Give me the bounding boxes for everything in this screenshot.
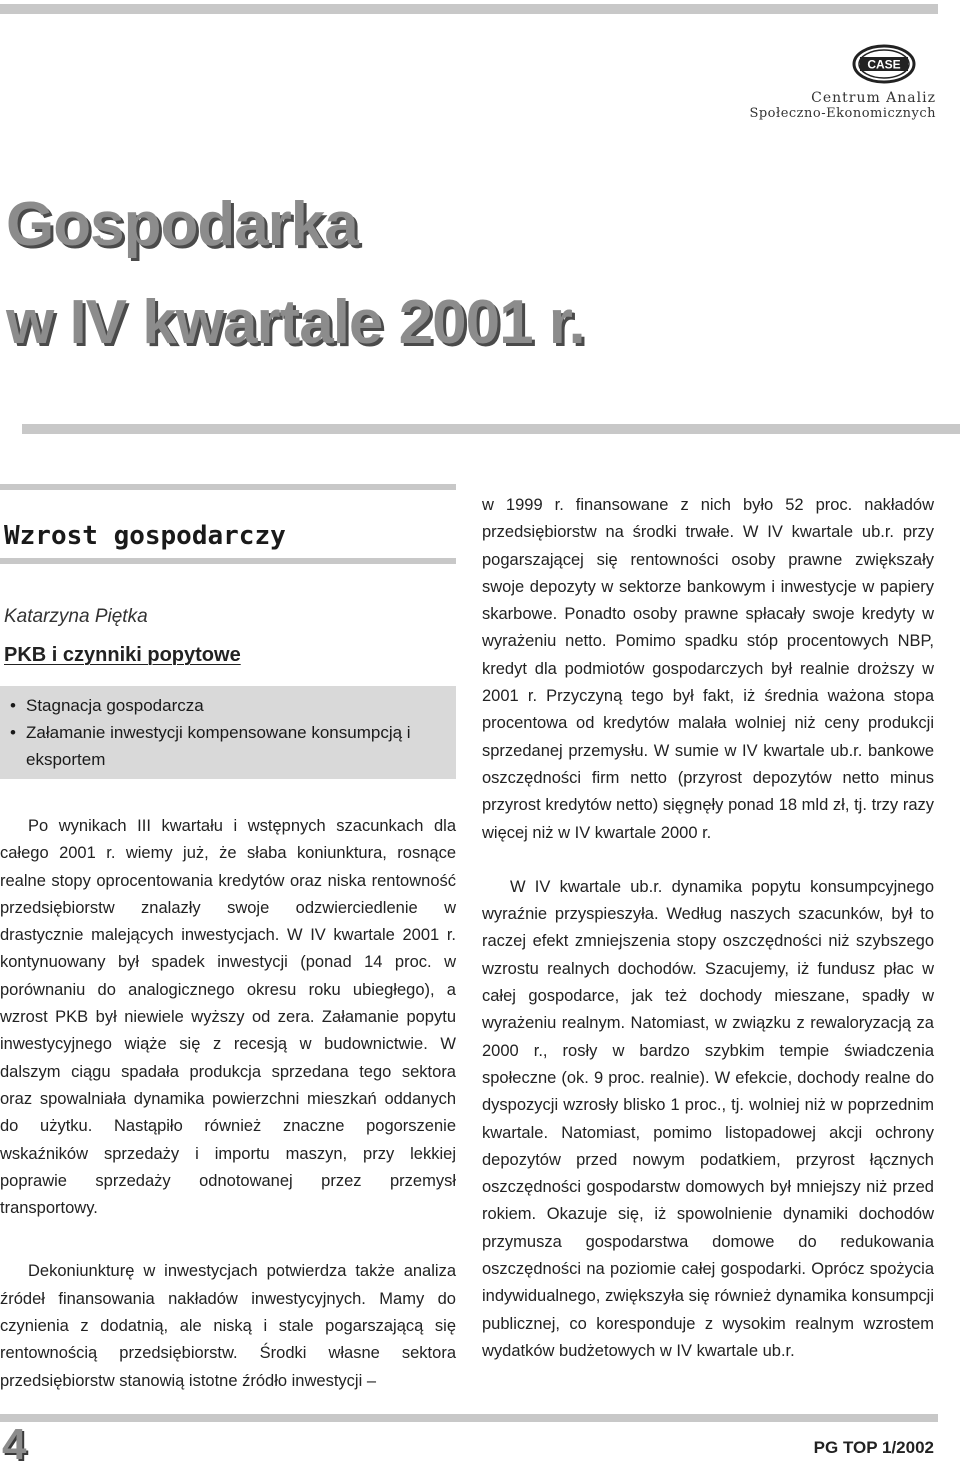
summary-item: • Załamanie inwestycji kompensowane konsumpcją i eksportem [10,719,450,773]
page-title [6,176,585,372]
title-line-2: w IV kwartale 2001 r. [6,288,585,357]
section-rule-top [0,484,456,490]
left-paragraph-2: Dekoniunkturę w inwestycjach potwierdza także analiza źródeł finansowania nakładów inwestycyjnych. Mamy do czynienia z dodatnią, ale niską i stale pogarszającą się rentownością przedsiębiorstw. Środki własne sektora przedsiębiorstw stanowią istotne źródło inwestycji – [0,1262,456,1390]
page-number: 4 [2,1420,27,1469]
section-title: Wzrost gospodarczy [4,521,286,551]
brand-block [749,90,936,122]
left-column [0,484,456,1395]
brand-line-1: Centrum Analiz [811,90,936,106]
right-column [482,492,934,1365]
left-paragraph-1: Po wynikach III kwartału i wstępnych szacunkach dla całego 2001 r. wiemy już, że słaba koniunktura, rosnące realne stopy oprocentowania kredytów oraz niska rentowność przedsiębiorstw znalazły swoje odzwierciedlenie w drastycznie malejących inwestycjach. W IV kwartale 2001 r. kontynuowany był spadek inwestycji (ponad 14 proc. w porównaniu do analogicznego okresu roku ubiegłego), a wzrost PKB był niewiele wyższy od zera. Załamanie popytu inwestycyjnego wiąże się z recesją w budownictwie. W dalszym ciągu spadała produkcja sprzedana tego sektora oraz spowalniała dynamika powierzchni mieszkań oddanych do użytku. Nastąpiło również znaczne pogorszenie wskaźników sprzedaży i importu maszyn, przy lekkiej poprawie sprzedaży odnotowanej przez przemysł transportowy. [0,817,456,1218]
brand-line-2: Społeczno-Ekonomicznych [749,106,936,121]
summary-box [0,686,456,779]
footer-rule [0,1414,938,1422]
author-name: Katarzyna Piętka [4,606,148,627]
publication-info: PG TOP 1/2002 [813,1438,934,1457]
summary-list [10,692,450,773]
case-logo [852,44,916,84]
title-divider [22,424,960,434]
top-rule [0,4,938,14]
logo-text: CASE [867,57,901,72]
right-paragraph-2: W IV kwartale ub.r. dynamika popytu konsumpcyjnego wyraźnie przyspieszyła. Według naszych szacunków, był to raczej efekt zmniejszenia stopy oszczędności niż szybszego wzrostu realnych dochodów. Szacujemy, iż fundusz płac w całej gospodarce, jak też dochody mieszane, spadły w wyrażeniu realnym. Natomiast, w związku z rewaloryzacją za 2000 r., rosły w bardzo szybkim tempie świadczenia społeczne (ok. 9 proc. realnie). W efekcie, dochody realne do dyspozycji wzrosły blisko 1 proc., tj. wolniej niż w poprzednim kwartale. Natomiast, pomimo listopadowej akcji ochrony depozytów przed nowym podatkiem, przyrost łącznych oszczędności gospodarstw domowych był mniejszy niż przed rokiem. Okazuje się, iż spowolnienie dynamiki dochodów przymusza gospodarstwa domowe do redukowania oszczędności na poziomie całej gospodarki. Oprócz spożycia indywidualnego, zwiększyła się również dynamika konsumpcji publicznej, co koresponduje z wysokim realnym wzrostem wydatków budżetowych w IV kwartale ub.r. [482,877,934,1360]
title-line-1: Gospodarka [6,190,358,259]
section-rule-bottom [0,558,456,564]
right-paragraph-1: w 1999 r. finansowane z nich było 52 proc. nakładów przedsiębiorstw na środki trwałe. W IV kwartale ub.r. przy pogarszającej się rentowności osoby prawne zwiększały swoje depozyty w sektorze bankowym i inwestycje w papiery skarbowe. Ponadto osoby prawne spłacały swoje kredyty w wyrażeniu netto. Pomimo spadku stóp procentowych NBP, kredyt dla podmiotów gospodarczych był realnie droższy w 2001 r. Przyczyną tego był fakt, iż średnia ważona stopa procentowa od kredytów malała wolniej niż ceny produkcji sprzedanej przemysłu. W sumie w IV kwartale ub.r. bankowe oszczędności firm netto (przyrost depozytów netto minus przyrost kredytów netto) sięgnęły ponad 18 mld zł, tj. trzy razy więcej niż w IV kwartale 2000 r. [482,496,934,842]
subheading: PKB i czynniki popytowe [4,644,241,666]
summary-item: • Stagnacja gospodarcza [10,692,450,719]
